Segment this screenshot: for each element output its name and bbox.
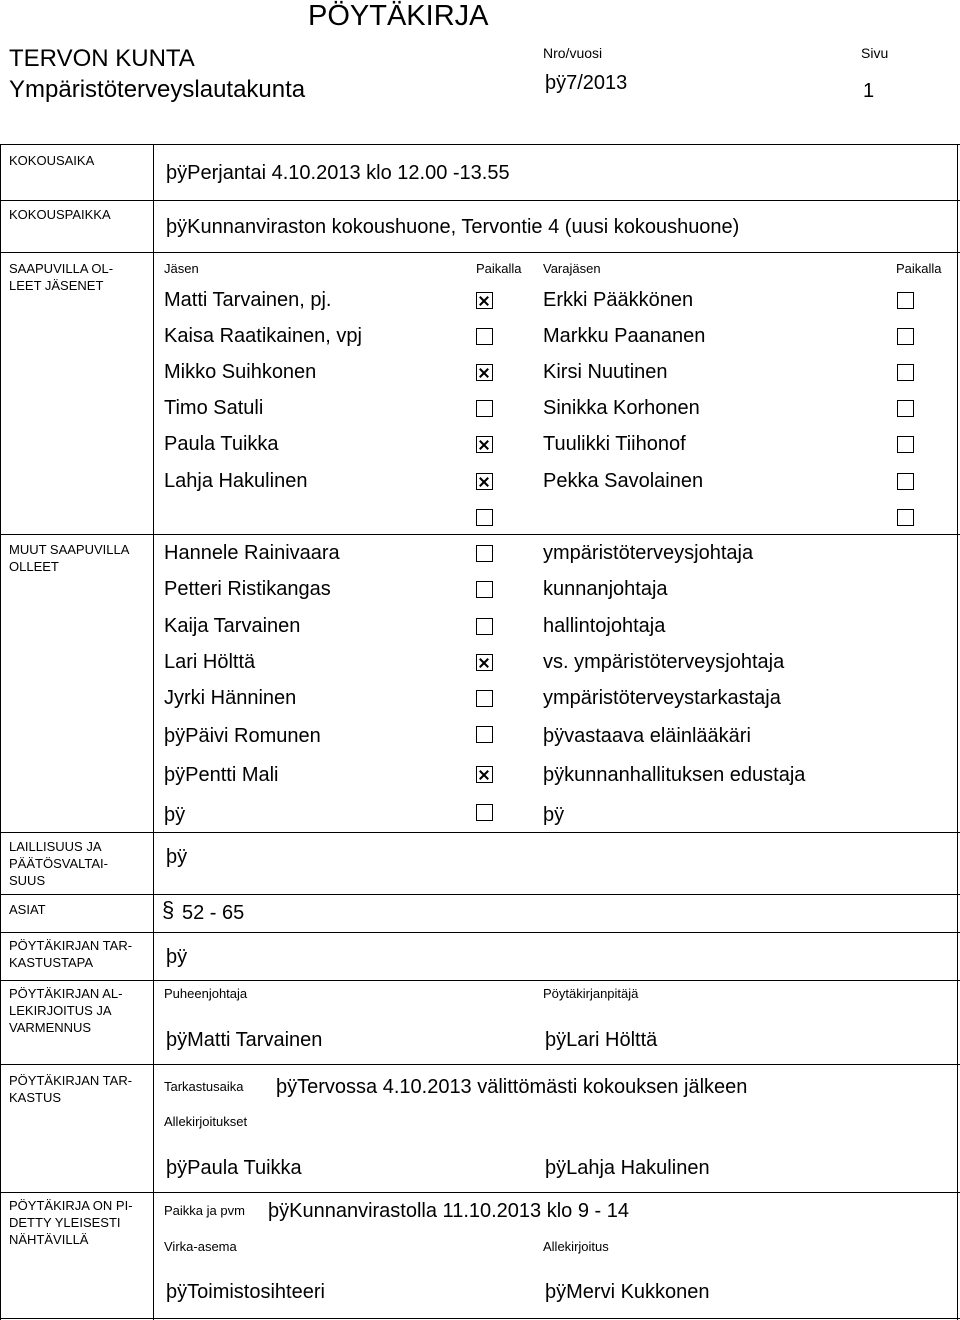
divider-asiat [0, 932, 960, 933]
bottom-border [0, 1318, 960, 1319]
attendee-present-checkbox[interactable] [476, 545, 493, 562]
deputy-name: Erkki Pääkkönen [543, 289, 694, 311]
member-name: Matti Tarvainen, pj. [164, 289, 332, 311]
section-sign-icon: § [162, 897, 175, 922]
number-year-value: þÿ7/2013 [545, 72, 628, 94]
attendee-present-checkbox[interactable] [476, 804, 493, 821]
signing-label-line2: LEKIRJOITUS JA [9, 1003, 112, 1018]
review-method-value: þÿ [166, 946, 188, 968]
signatures-label: Allekirjoitukset [164, 1114, 248, 1129]
attendee-role: þÿkunnanhallituksen edustaja [543, 764, 806, 786]
public-display-label-line1: PÖYTÄKIRJA ON PI- [9, 1198, 133, 1213]
place-date-label: Paikka ja pvm [164, 1203, 245, 1218]
attendee-present-checkbox[interactable] [476, 726, 493, 743]
divider-members [0, 534, 960, 535]
attendee-name: Petteri Ristikangas [164, 578, 331, 600]
signature-label: Allekirjoitus [543, 1239, 609, 1254]
legality-label-line2: PÄÄTÖSVALTAI- [9, 856, 108, 871]
review-time-value: þÿTervossa 4.10.2013 välittömästi kokouksen jälkeen [276, 1076, 748, 1098]
deputy-present-checkbox[interactable] [897, 364, 914, 381]
office-label: Virka-asema [164, 1239, 237, 1254]
label-column-divider [153, 144, 154, 1320]
attendee-role: kunnanjohtaja [543, 578, 668, 600]
member-name: Lahja Hakulinen [164, 470, 308, 492]
items-label: ASIAT [9, 902, 46, 917]
deputy-name: Kirsi Nuutinen [543, 361, 668, 383]
review-label-line1: PÖYTÄKIRJAN TAR- [9, 1073, 133, 1088]
member-present-checkbox[interactable] [476, 328, 493, 345]
attendee-name: Lari Hölttä [164, 651, 256, 673]
right-border [957, 144, 958, 1320]
meeting-time-label: KOKOUSAIKA [9, 153, 95, 168]
header-divider [0, 144, 960, 145]
member-name: Timo Satuli [164, 397, 264, 419]
number-year-label: Nro/vuosi [543, 45, 603, 61]
member-present-checkbox[interactable] [476, 400, 493, 417]
place-date-value: þÿKunnanvirastolla 11.10.2013 klo 9 - 14 [268, 1200, 629, 1222]
deputy-present-checkbox[interactable] [897, 436, 914, 453]
meeting-place-label: KOKOUSPAIKKA [9, 207, 111, 222]
review-method-label-line2: KASTUSTAPA [9, 955, 94, 970]
attendee-role: ympäristöterveysjohtaja [543, 542, 754, 564]
meeting-time-value: þÿPerjantai 4.10.2013 klo 12.00 -13.55 [166, 162, 510, 184]
attendee-present-checkbox[interactable] [476, 618, 493, 635]
others-label-line1: MUUT SAAPUVILLA [9, 542, 130, 557]
secretary-value: þÿLari Hölttä [545, 1029, 658, 1051]
deputy-present-checkbox[interactable] [897, 292, 914, 309]
left-border [0, 144, 1, 1320]
deputy-name: Pekka Savolainen [543, 470, 704, 492]
attendee-present-checkbox[interactable] [476, 581, 493, 598]
chair-label: Puheenjohtaja [164, 986, 248, 1001]
present-column-header: Paikalla [476, 261, 522, 276]
public-display-label-line2: DETTY YLEISESTI [9, 1215, 121, 1230]
attendee-role: þÿ [543, 804, 565, 826]
deputy-present-checkbox[interactable] [897, 328, 914, 345]
attendee-role: ympäristöterveystarkastaja [543, 687, 781, 709]
review-label-line2: KASTUS [9, 1090, 62, 1105]
attendee-name: Hannele Rainivaara [164, 542, 340, 564]
attendee-role: þÿvastaava eläinlääkäri [543, 725, 751, 747]
document-title: PÖYTÄKIRJA [308, 0, 489, 32]
divider-others [0, 832, 960, 833]
signing-label-line3: VARMENNUS [9, 1020, 92, 1035]
deputy-name: Sinikka Korhonen [543, 397, 700, 419]
member-name: Paula Tuikka [164, 433, 279, 455]
signing-label-line1: PÖYTÄKIRJAN AL- [9, 986, 123, 1001]
items-value: 52 - 65 [182, 902, 245, 924]
deputy-name: Tuulikki Tiihonof [543, 433, 686, 455]
board-name: Ympäristöterveyslautakunta [9, 76, 306, 103]
members-label-line2: LEET JÄSENET [9, 278, 104, 293]
attendee-present-checkbox[interactable] [476, 654, 493, 671]
signer-2: þÿLahja Hakulinen [545, 1157, 710, 1179]
deputy-present-checkbox[interactable] [897, 473, 914, 490]
secretary-label: Pöytäkirjanpitäjä [543, 986, 639, 1001]
legality-value: þÿ [166, 846, 188, 868]
others-label-line2: OLLEET [9, 559, 59, 574]
attendee-name: þÿ [164, 804, 186, 826]
chair-value: þÿMatti Tarvainen [166, 1029, 323, 1051]
legality-label-line1: LAILLISUUS JA [9, 839, 102, 854]
deputy-name: Markku Paananen [543, 325, 706, 347]
attendee-role: hallintojohtaja [543, 615, 666, 637]
page-number: 1 [863, 80, 875, 102]
attendee-present-checkbox[interactable] [476, 766, 493, 783]
attendee-name: þÿPäivi Romunen [164, 725, 321, 747]
deputy-present-column-header: Paikalla [896, 261, 942, 276]
meeting-place-value: þÿKunnanviraston kokoushuone, Tervontie 4 (uusi kokoushuone) [166, 216, 740, 238]
public-display-label-line3: NÄHTÄVILLÄ [9, 1232, 89, 1247]
municipality-name: TERVON KUNTA [9, 45, 195, 72]
member-present-checkbox[interactable] [476, 509, 493, 526]
member-name: Kaisa Raatikainen, vpj [164, 325, 362, 347]
member-present-checkbox[interactable] [476, 473, 493, 490]
deputy-present-checkbox[interactable] [897, 509, 914, 526]
member-present-checkbox[interactable] [476, 292, 493, 309]
attendee-name: þÿPentti Mali [164, 764, 279, 786]
signature-value: þÿMervi Kukkonen [545, 1281, 710, 1303]
divider-tarkastustapa [0, 980, 960, 981]
divider-allekirjoitus [0, 1064, 960, 1065]
legality-label-line3: SUUS [9, 873, 46, 888]
attendee-name: Kaija Tarvainen [164, 615, 301, 637]
divider-kokouspaikka [0, 252, 960, 253]
members-label-line1: SAAPUVILLA OL- [9, 261, 114, 276]
review-time-label: Tarkastusaika [164, 1079, 244, 1094]
deputy-present-checkbox[interactable] [897, 400, 914, 417]
page-label: Sivu [861, 45, 889, 61]
attendee-role: vs. ympäristöterveysjohtaja [543, 651, 785, 673]
divider-tarkastus [0, 1192, 960, 1193]
review-method-label-line1: PÖYTÄKIRJAN TAR- [9, 938, 133, 953]
deputy-column-header: Varajäsen [543, 261, 601, 276]
member-present-checkbox[interactable] [476, 436, 493, 453]
member-present-checkbox[interactable] [476, 364, 493, 381]
member-name: Mikko Suihkonen [164, 361, 317, 383]
attendee-name: Jyrki Hänninen [164, 687, 297, 709]
divider-laillisuus [0, 894, 960, 895]
divider-kokousaika [0, 200, 960, 201]
attendee-present-checkbox[interactable] [476, 690, 493, 707]
signer-1: þÿPaula Tuikka [166, 1157, 302, 1179]
office-value: þÿToimistosihteeri [166, 1281, 325, 1303]
member-column-header: Jäsen [164, 261, 199, 276]
